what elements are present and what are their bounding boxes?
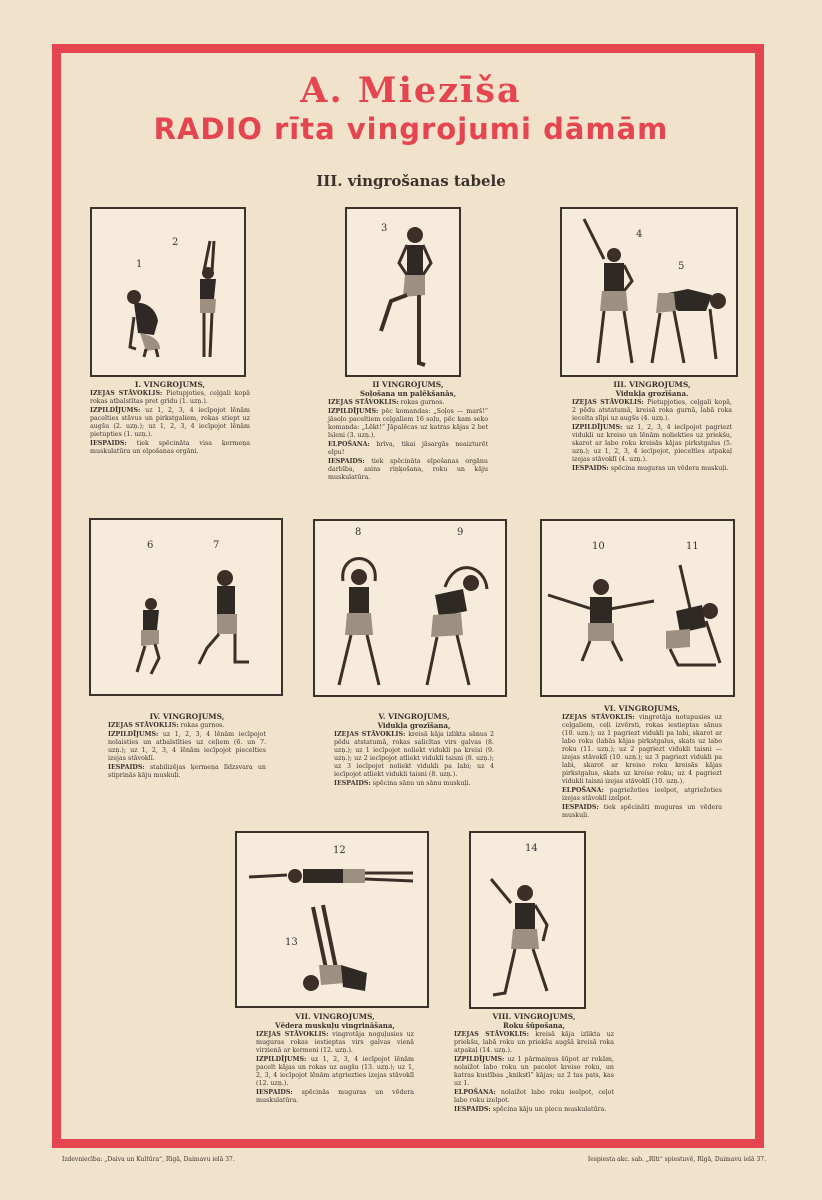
woman-marching-figure	[373, 223, 443, 371]
exercise-heading: II VINGROJUMS,	[372, 380, 444, 389]
exercise-line: IESPAIDS: tiek spēcināti muguras un vēdera muskuļi.	[562, 804, 722, 819]
exercise-line: IZEJAS STĀVOKLIS: vingrotāja notupusies uz ceļgaliem, ceļi izvērsti, rokas iestieptas sānus (10. uzņ.); uz 1 pagriezt vidukli pa labi, skarot ar labo roku (labās kājas pirkstgalus, skats uz labo roku (11. uzņ.); uz 2 pagriezt vidukli taisni — izejas stāvoklī (10. uzņ.); uz 3 pagriezt vidukli pa labi, skarot ar kreiso roku kreisās kājas pirkstgalus, skats uz kreiso roku; uz 4 pagriezt vidukli taisni izejas stāvoklī (10. uzņ.).	[562, 714, 722, 785]
exercise-line: ELPOŠANA: brīva, tikai jāsargās neaizturēt elpu!	[328, 441, 488, 456]
exercise-line: ELPOŠANA: pagriežoties ieelpot, atgriežoties izejas stāvoklī izelpot.	[562, 787, 722, 802]
exercise-line: IZPILDĪJUMS: uz 1, 2, 3, 4 iecīpojot lēnām pacelties stāvus un pirkstgaliem, rokas stiept uz augšu (2. uzņ.); uz 1, 2, 3, 4 iecīpojot lēnām pietupties (1. uzņ.).	[90, 407, 250, 438]
exercise-line: ELPOŠANA: nolaižot labo roku ieelpot, ceļot labo roku izelpot.	[454, 1089, 614, 1104]
exercise-line: IESPAIDS: spēcina sānu un sānu muskuļi.	[334, 780, 471, 787]
figure-number: 9	[457, 527, 464, 538]
woman-legs-up-figure	[297, 903, 387, 999]
figure-number: 14	[525, 843, 538, 854]
woman-kneeling-arms-out-figure	[546, 571, 656, 667]
exercise-description-4	[108, 712, 266, 781]
figure-number: 11	[686, 541, 699, 552]
exercise-heading: VII. VINGROJUMS,	[295, 1012, 375, 1021]
woman-kneeling-figure	[195, 568, 255, 668]
woman-bending-figure	[648, 281, 734, 369]
exercise-heading: V. VINGROJUMS,	[378, 712, 450, 721]
exercise-line: IZEJAS STĀVOKLIS: rokas gurnos.	[328, 399, 445, 406]
poster-title: RADIO rīta vingrojumi dāmām	[153, 112, 669, 146]
author-title: A. Miezīša	[300, 70, 522, 111]
exercise-description-7	[256, 1012, 414, 1106]
exercise-description-8	[454, 1012, 614, 1115]
exercise-heading: VIII. VINGROJUMS,	[492, 1012, 576, 1021]
figure-number: 3	[381, 223, 388, 234]
exercise-description-5	[334, 712, 494, 789]
figure-number: 5	[678, 261, 685, 272]
printer-footer: Iespiesta akc. sab. „Rīti“ spiestuvē, Rīgā, Daimavu ielā 37.	[587, 1156, 766, 1163]
table-subtitle: III. vingrošanas tabele	[316, 172, 506, 190]
woman-side-bend-figure	[415, 555, 501, 691]
exercise-name: Vidukļa grozīšana,	[377, 721, 451, 730]
figure-number: 13	[285, 937, 298, 948]
exercise-line: IZPILDĪJUMS: uz 1, 2, 3, 4 iecīpojot lēnām pacelt kājas un rokas uz augšu (13. uzņ.); uz 1, 2, 3, 4 iecīpojot lēnām atgriezties izejas stāvoklī (12. uzņ.).	[256, 1056, 414, 1087]
exercise-name: Vēdera muskuļu vingrināšana,	[275, 1021, 395, 1030]
exercise-heading: I. VINGROJUMS,	[134, 380, 206, 389]
figure-number: 2	[172, 237, 179, 248]
exercise-description-3	[572, 380, 732, 474]
exercise-description-2	[328, 380, 488, 483]
figure-number: 12	[333, 845, 346, 856]
exercise-line: IESPAIDS: spēcina kāju un plecu muskulatūra.	[454, 1106, 607, 1113]
exercise-heading: III. VINGROJUMS,	[613, 380, 691, 389]
exercise-name: Roku šūpošana,	[503, 1021, 565, 1030]
exercise-photo-4-5	[560, 207, 738, 377]
woman-arm-swing-figure	[485, 869, 565, 1001]
exercise-heading: IV. VINGROJUMS,	[149, 712, 225, 721]
publisher-footer: Izdevniecība: „Daiva un Kultūra“, Rīgā, Daimavu ielā 37.	[62, 1156, 235, 1163]
exercise-line: IESPAIDS: stabilizējas ķermeņa līdzsvara un stiprinās kāju muskuļi.	[108, 764, 266, 779]
exercise-line: IZEJAS STĀVOKLIS: kreisā kāja izlikta uz priekšu, labā roku un priekšu augšā kreisā roka atpakaļ (14. uzņ.).	[454, 1031, 614, 1054]
figure-number: 1	[136, 259, 143, 270]
exercise-line: IZEJAS STĀVOKLIS: Pietupjoties, ceļgali kopā, 2 pēdu atstatumā, kreisā roka gurnā, labā roka iecelta slīpi uz augšu (4. uzņ.).	[572, 399, 732, 422]
exercise-line: IZEJAS STĀVOKLIS: kreisā kāja izlikta sānus 2 pēdu atstatumā, rokas salicītas virs galvas (8. uzņ.); uz 1 iecīpojot noliekt vidukli pa kreisi (9. uzņ.); uz 2 iecīpojot atliekt vidukli taisni (8. uzņ.); uz 3 iecīpojot noliekt vidukli pa labi; uz 4 iecīpojot atliekt vidukli taisni (8. uzņ.).	[334, 731, 494, 778]
exercise-photo-10-11	[540, 519, 735, 697]
figure-number: 8	[355, 527, 362, 538]
exercise-name: Vidukļa grozīšana.	[615, 389, 689, 398]
exercise-line: IESPAIDS: spēcina muguras un vēdera muskuļi.	[572, 465, 729, 472]
woman-lying-figure	[247, 861, 417, 891]
figure-number: 6	[147, 540, 154, 551]
exercise-line: IZEJAS STĀVOKLIS: rokas gurnos.	[108, 722, 225, 729]
exercise-line: IZPILDĪJUMS: uz 1, 2, 3, 4 iecīpojot pagriezt vidukli uz kreiso un lēnām noliekties uz priekšu, skarot ar labo roku kreisās kājas pirkstgalus (5. uzņ.); uz 1, 2, 3, 4 iecīpojot, piecelties atpakaļ izejas stāvoklī (4. uzņ.).	[572, 424, 732, 463]
exercise-line: IZPILDĪJUMS: pēc komandas: „Soļos — marš!“ jāsoļo paceltiem ceļgaliem 16 soļu, pēc kam seko komanda: „Lēkt!“ Jāpalēcas uz katras kājas 2 bet īsleni (3. uzņ.).	[328, 408, 488, 439]
exercise-photo-14	[469, 831, 586, 1009]
exercise-line: IESPAIDS: spēcinās muguras un vēdera muskulatūra.	[256, 1089, 414, 1104]
exercise-description-6	[562, 704, 722, 821]
figure-number: 10	[592, 541, 605, 552]
figure-number: 4	[636, 229, 643, 240]
exercise-line: IZEJAS STĀVOKLIS: vingrotāja noguļusies uz muguras rokas iestieptas virs galvas vienā virzienā ar ķermeni (12. uzņ.).	[256, 1031, 414, 1054]
exercise-line: IZPILDĪJUMS: uz 1, 2, 3, 4 lēnām iecīpojot nolaisties un atbalstīties uz ceļiem (6. un 7. uzņ.); uz 1, 2, 3, 4 lēnām iecīpojot piecelties izejas stāvoklī.	[108, 731, 266, 762]
exercise-photo-1-2	[90, 207, 246, 377]
exercise-photo-3	[345, 207, 461, 377]
exercise-line: IZPILDĪJUMS: uz 1 pārmaiņus šūpot ar rokām, nolaižot labo roku un pacelot kreiso roku, un katras kustības „knikstī“ kājas; uz 2 tas pats, kas uz 1.	[454, 1056, 614, 1087]
exercise-line: IESPAIDS: tiek spēcināta elpošanas orgānu darbība, asins riņķošana, roku un kāju muskulatūra.	[328, 458, 488, 481]
woman-kneeling-down-figure	[131, 596, 171, 678]
exercise-line: IESPAIDS: tiek spēcināta visa ķermeņa muskulatūra un elpošanas orgāni.	[90, 440, 250, 455]
woman-kneeling-twist-figure	[660, 561, 732, 671]
woman-arms-overhead-figure	[329, 541, 389, 691]
exercise-heading: VI. VINGROJUMS,	[603, 704, 681, 713]
figure-number: 7	[213, 540, 220, 551]
exercise-name: Soļošana un palēkšanās,	[359, 389, 457, 398]
exercise-photo-6-7	[89, 518, 283, 696]
woman-reaching-figure	[576, 215, 646, 371]
exercise-description-1	[90, 380, 250, 457]
exercise-photo-12-13	[235, 831, 429, 1008]
exercise-line: IZEJAS STĀVOKLIS: Pietupjoties, ceļgali kopā rokas atbalstītas pret grīdu (1. uzņ.).	[90, 390, 250, 405]
woman-stretching-up-figure	[188, 237, 224, 365]
exercise-photo-8-9	[313, 519, 507, 697]
woman-crouching-figure	[120, 287, 180, 359]
